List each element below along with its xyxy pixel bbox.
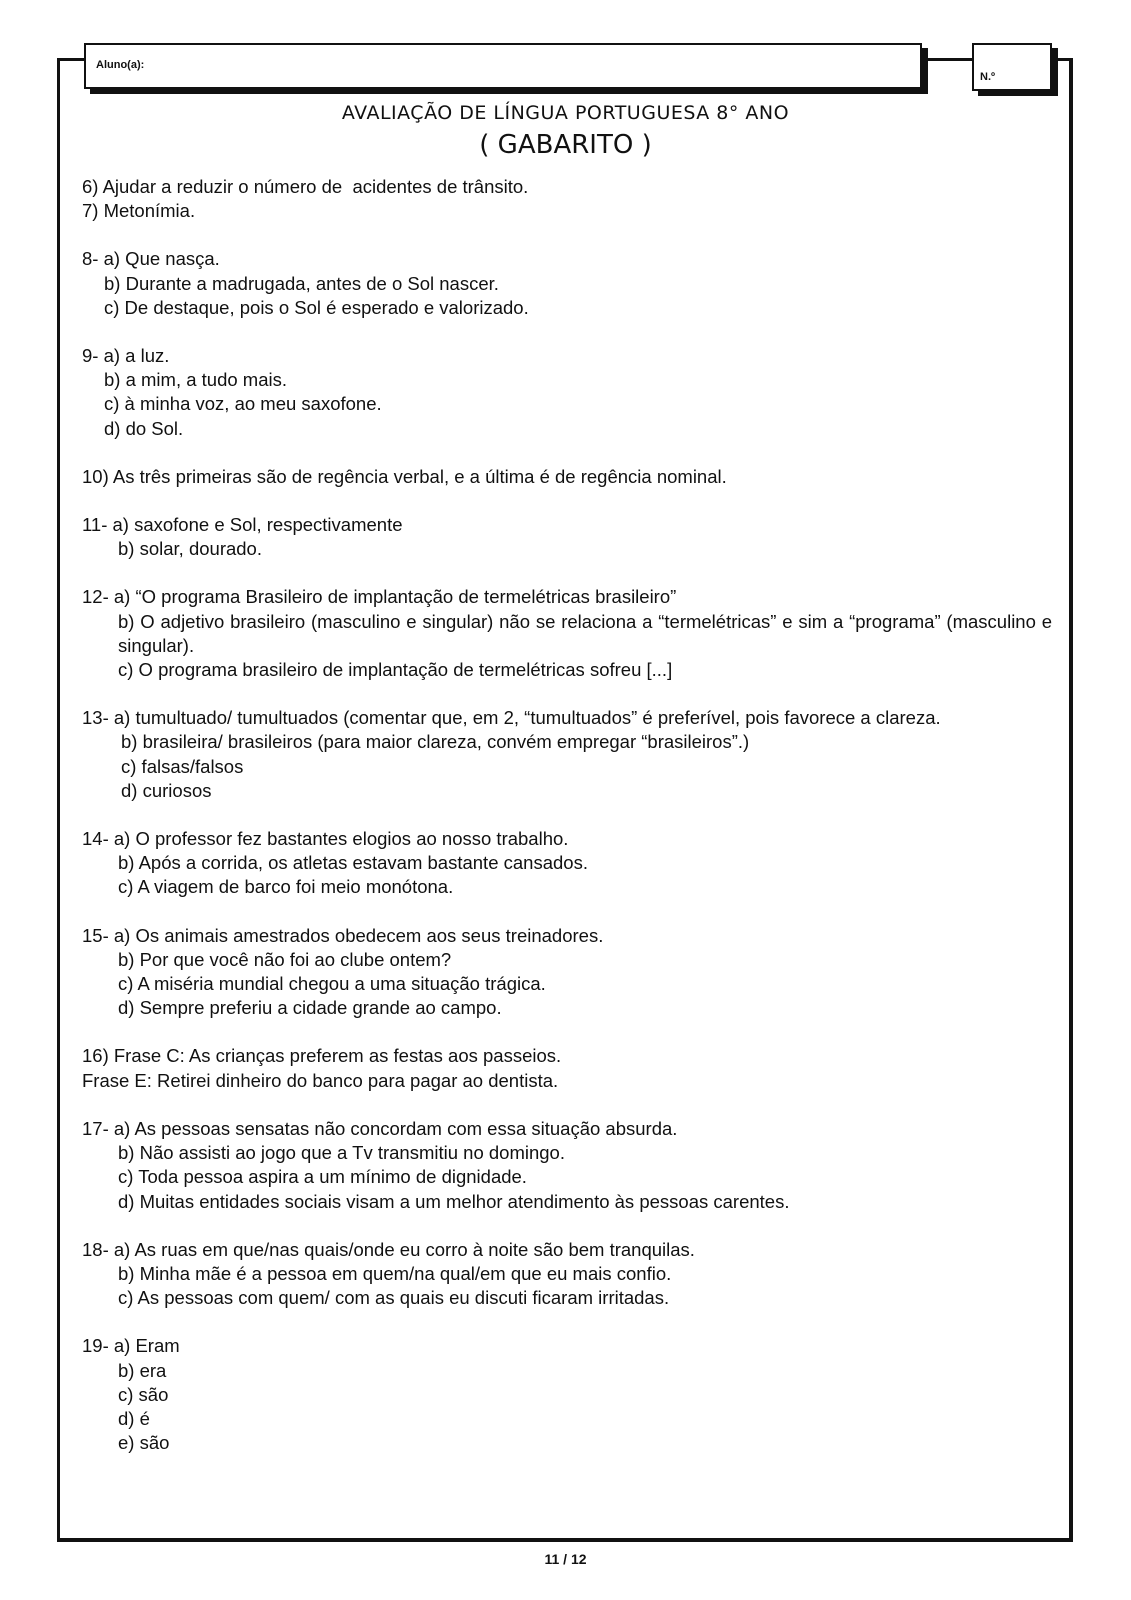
answer-12 (82, 585, 1052, 682)
answer-line: b) O adjetivo brasileiro (masculino e singular) não se relaciona a “termelétricas” e sim a “programa” (masculino e singular). (118, 610, 1052, 656)
answer-line: c) As pessoas com quem/ com as quais eu discuti ficaram irritadas. (118, 1287, 670, 1309)
student-number-label: N.º (980, 71, 996, 83)
answer-line: c) A viagem de barco foi meio monótona. (118, 876, 454, 898)
answer-line: 11- a) saxofone e Sol, respectivamente (82, 514, 403, 536)
answer-line: b) Durante a madrugada, antes de o Sol nascer. (104, 272, 499, 294)
answer-line: d) curiosos (121, 779, 212, 801)
answer-line: 13- a) tumultuado/ tumultuados (comentar que, em 2, “tumultuados” é preferível, pois favorece a clareza. (82, 707, 941, 729)
answer-line: 6) Ajudar a reduzir o número de acidentes de trânsito. (82, 176, 529, 197)
answer-line: c) à minha voz, ao meu saxofone. (104, 393, 382, 415)
page-number: 11 / 12 (544, 1551, 587, 1567)
answer-line: 15- a) Os animais amestrados obedecem aos seus treinadores. (82, 924, 604, 946)
answer-key (82, 175, 1052, 1455)
answer-10 (82, 465, 1052, 489)
answer-11 (82, 513, 1052, 561)
answer-14 (82, 827, 1052, 900)
answer-line: b) Após a corrida, os atletas estavam bastante cansados. (118, 852, 588, 874)
answer-18 (82, 1238, 1052, 1311)
page-title: AVALIAÇÃO DE LÍNGUA PORTUGUESA 8° ANO (341, 102, 790, 124)
answer-8 (82, 247, 1052, 320)
answer-line: c) falsas/falsos (121, 755, 244, 777)
answer-line: 14- a) O professor fez bastantes elogios ao nosso trabalho. (82, 828, 569, 850)
answer-6 (82, 175, 1052, 199)
answer-line: 7) Metonímia. (82, 200, 196, 222)
answer-17 (82, 1117, 1052, 1214)
answer-line: b) Minha mãe é a pessoa em quem/na qual/em que eu mais confio. (118, 1262, 672, 1284)
answer-line: e) são (118, 1432, 170, 1454)
answer-15 (82, 924, 1052, 1021)
answer-line: c) são (118, 1383, 169, 1405)
answer-19 (82, 1334, 1052, 1455)
answer-line: 8- a) Que nasça. (82, 248, 220, 270)
answer-line: d) Sempre preferiu a cidade grande ao campo. (118, 997, 502, 1019)
answer-line: 18- a) As ruas em que/nas quais/onde eu corro à noite são bem tranquilas. (82, 1238, 695, 1260)
student-number-field[interactable] (972, 43, 1052, 91)
answer-line: b) solar, dourado. (118, 538, 262, 560)
answer-line: 16) Frase C: As crianças preferem as festas aos passeios. (82, 1045, 562, 1067)
answer-line: c) A miséria mundial chegou a uma situação trágica. (118, 973, 546, 995)
answer-line: b) era (118, 1359, 167, 1381)
answer-line: 17- a) As pessoas sensatas não concordam com essa situação absurda. (82, 1117, 678, 1139)
answer-line: c) O programa brasileiro de implantação de termelétricas sofreu [...] (118, 659, 673, 681)
answer-line: b) Por que você não foi ao clube ontem? (118, 948, 452, 970)
answer-line: c) De destaque, pois o Sol é esperado e valorizado. (104, 296, 529, 318)
answer-line: d) do Sol. (104, 417, 184, 439)
student-name-field[interactable] (84, 43, 922, 89)
answer-line: 12- a) “O programa Brasileiro de implantação de termelétricas brasileiro” (82, 586, 677, 608)
answer-line: 10) As três primeiras são de regência verbal, e a última é de regência nominal. (82, 465, 727, 487)
answer-line: b) Não assisti ao jogo que a Tv transmitiu no domingo. (118, 1142, 565, 1164)
page-subtitle: ( GABARITO ) (479, 130, 652, 160)
answer-line: Frase E: Retirei dinheiro do banco para pagar ao dentista. (82, 1069, 559, 1091)
student-name-label: Aluno(a): (96, 59, 145, 71)
answer-line: d) Muitas entidades sociais visam a um melhor atendimento às pessoas carentes. (118, 1190, 790, 1212)
answer-line: b) brasileira/ brasileiros (para maior clareza, convém empregar “brasileiros”.) (121, 731, 750, 753)
answer-line: 9- a) a luz. (82, 345, 170, 367)
answer-9 (82, 344, 1052, 441)
answer-13 (82, 706, 1052, 803)
answer-line: b) a mim, a tudo mais. (104, 369, 288, 391)
answer-line: c) Toda pessoa aspira a um mínimo de dignidade. (118, 1166, 527, 1188)
answer-7 (82, 199, 1052, 223)
answer-16 (82, 1044, 1052, 1092)
answer-line: d) é (118, 1407, 150, 1429)
answer-line: 19- a) Eram (82, 1335, 180, 1357)
